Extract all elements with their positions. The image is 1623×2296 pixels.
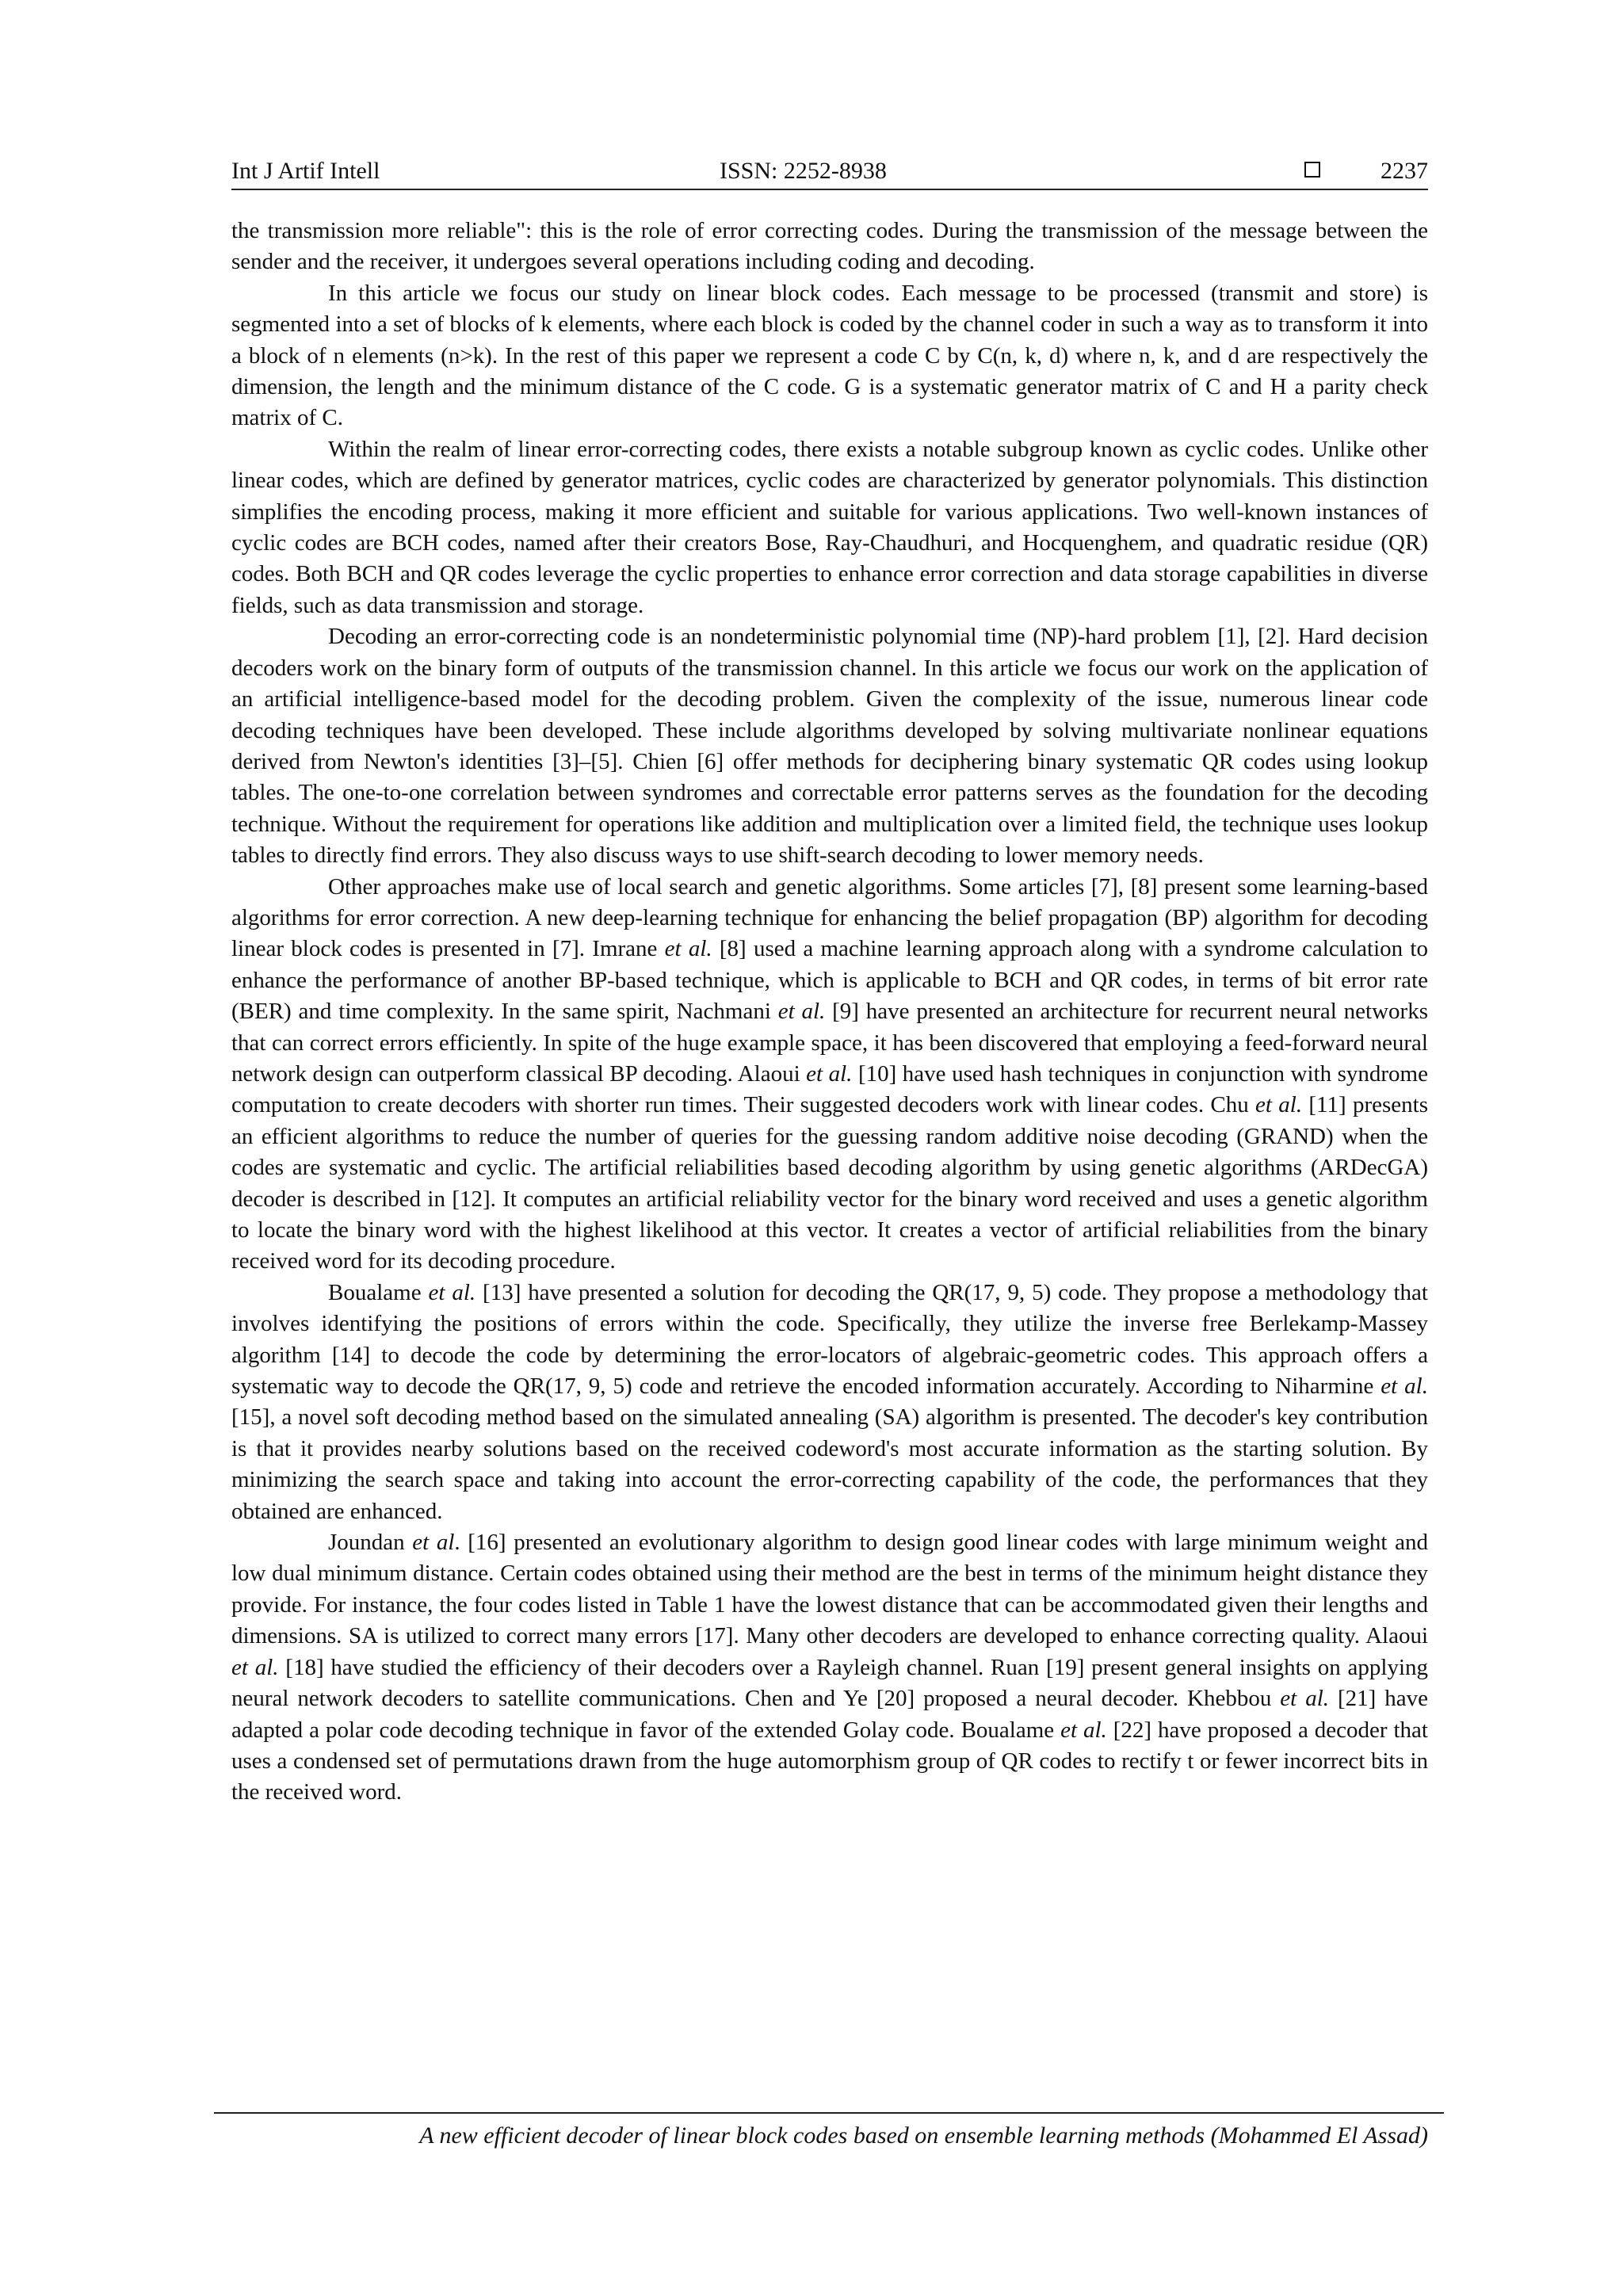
text-run: [9] have presented an architecture for recurrent neural networks that can correct errors efficiently. In spite of the huge example space, it has been discovered that employing a feed-forward neural network design can outperform classical BP decoding. Alaoui — [231, 999, 1428, 1087]
text-run: the transmission more reliable": this is the role of error correcting codes. During the transmission of the message between the sender and the receiver, it undergoes several operations including coding and decoding. — [231, 218, 1428, 275]
italic-text-run: et al. — [1381, 1373, 1428, 1400]
italic-text-run: et al. — [1255, 1092, 1303, 1118]
paragraph-3 — [231, 621, 1428, 871]
text-run: [13] have presented a solution for decoding the QR(17, 9, 5) code. They propose a methodology that involves identifying the positions of errors within the code. Specifically, they utilize the inverse free Berlekamp-Massey algorithm [14] to decode the code by determining the error-locators of algebraic-geometric codes. This approach offers a systematic way to decode the QR(17, 9, 5) code and retrieve the encoded information accurately. According to Niharmine — [231, 1279, 1428, 1400]
page-number: 2237 — [1381, 158, 1428, 184]
text-run: [15], a novel soft decoding method based on the simulated annealing (SA) algorithm is presented. The decoder's key contribution is that it provides nearby solutions based on the received codeword's most accurate information as the starting solution. By minimizing the search space and taking into account the error-correcting capability of the code, the performances that they obtained are enhanced. — [231, 1404, 1428, 1524]
italic-text-run: et al — [412, 1530, 455, 1556]
paragraph-0 — [231, 216, 1428, 278]
text-run: Decoding an error-correcting code is an nondeterministic polynomial time (NP)-hard problem [1], [2]. Hard decision decoders work on the binary form of outputs of the transmission channel. In this article we focus our work on the application of an artificial intelligence-based model for the decoding problem. Given the complexity of the issue, numerous linear code decoding techniques have been developed. These include algorithms developed by solving multivariate nonlinear equations derived from Newton's identities [3]–[5]. Chien [6] offer methods for deciphering binary systematic QR codes using lookup tables. The one-to-one correlation between syndromes and correctable error patterns serves as the foundation for the decoding technique. Without the requirement for operations like addition and multiplication over a limited field, the technique uses lookup tables to directly find errors. They also discuss ways to use shift-search decoding to lower memory needs. — [231, 624, 1428, 869]
italic-text-run: et al. — [428, 1279, 476, 1305]
paragraph-4 — [231, 872, 1428, 1278]
footer-rule — [214, 2112, 1444, 2114]
paragraph-5 — [231, 1278, 1428, 1527]
italic-text-run: et al. — [231, 1654, 279, 1680]
text-run: Other approaches make use of local search and genetic algorithms. Some articles [7], [8] present some learning-based algorithms for error correction. A new deep-learning technique for enhancing the belief propagation (BP) algorithm for decoding linear block codes is presented in [7]. Imrane — [231, 873, 1428, 962]
text-run: [22] have proposed a decoder that uses a condensed set of permutations drawn from the huge automorphism group of QR codes to rectify t or fewer incorrect bits in the received word. — [231, 1717, 1428, 1805]
square-bullet-icon — [1304, 162, 1320, 178]
italic-text-run: et al. — [806, 1060, 853, 1087]
text-run: [21] have adapted a polar code decoding technique in favor of the extended Golay code. Boualame — [231, 1686, 1428, 1743]
text-run: [8] used a machine learning approach along with a syndrome calculation to enhance the performance of another BP-based technique, which is applicable to BCH and QR codes, in terms of bit error rate (BER) and time complexity. In the same spirit, Nachmani — [231, 936, 1428, 1025]
italic-text-run: et al. — [777, 999, 826, 1025]
journal-name: Int J Artif Intell — [231, 158, 380, 184]
italic-text-run: et al. — [1060, 1717, 1107, 1743]
issn: ISSN: 2252-8938 — [720, 158, 887, 184]
text-run: [10] have used hash techniques in conjunction with syndrome computation to create decoders with shorter run times. Their suggested decoders work with linear codes. Chu — [231, 1060, 1428, 1118]
text-run: In this article we focus our study on linear block codes. Each message to be processed (transmit and store) is segmented into a set of blocks of k elements, where each block is coded by the channel coder in such a way as to transform it into a block of n elements (n>k). In the rest of this paper we represent a code C by C(n, k, d) where n, k, and d are respectively the dimension, the length and the minimum distance of the C code. G is a systematic generator matrix of C and H a parity check matrix of C. — [231, 280, 1428, 431]
paragraph-6 — [231, 1527, 1428, 1809]
running-footer: A new efficient decoder of linear block codes based on ensemble learning methods (Mohammed El Assad) — [419, 2122, 1428, 2149]
text-run: Joundan — [328, 1530, 413, 1556]
italic-text-run: et al. — [664, 936, 712, 962]
italic-text-run: et al. — [1280, 1686, 1329, 1712]
text-run: [18] have studied the efficiency of their decoders over a Rayleigh channel. Ruan [19] present general insights on applying neural network decoders to satellite communications. Chen and Ye [20] proposed a neural decoder. Khebbou — [231, 1654, 1428, 1712]
page-header — [231, 154, 1428, 190]
text-run: . [16] presented an evolutionary algorithm to design good linear codes with large minimum weight and low dual minimum distance. Certain codes obtained using their method are the best in terms of the minimum height distance they provide. For instance, the four codes listed in Table 1 have the lowest distance that can be accommodated given their lengths and dimensions. SA is utilized to correct many errors [17]. Many other decoders are developed to enhance correcting quality. Alaoui — [231, 1530, 1428, 1649]
text-run: Within the realm of linear error-correcting codes, there exists a notable subgroup known as cyclic codes. Unlike other linear codes, which are defined by generator matrices, cyclic codes are characterized by generator polynomials. This distinction simplifies the encoding process, making it more efficient and suitable for various applications. Two well-known instances of cyclic codes are BCH codes, named after their creators Bose, Ray-Chaudhuri, and Hocquenghem, and quadratic residue (QR) codes. Both BCH and QR codes leverage the cyclic properties to enhance error correction and data storage capabilities in diverse fields, such as data transmission and storage. — [231, 436, 1428, 618]
body-text — [231, 216, 1428, 1809]
text-run: Boualame — [328, 1279, 429, 1305]
paragraph-2 — [231, 434, 1428, 621]
paragraph-1 — [231, 278, 1428, 434]
text-run: [11] presents an efficient algorithms to reduce the number of queries for the guessing random additive noise decoding (GRAND) when the codes are systematic and cyclic. The artificial reliabilities based decoding algorithm by using genetic algorithms (ARDecGA) decoder is described in [12]. It computes an artificial reliability vector for the binary word received and uses a genetic algorithm to locate the binary word with the highest likelihood at this vector. It creates a vector of artificial reliabilities from the binary received word for its decoding procedure. — [231, 1092, 1428, 1274]
